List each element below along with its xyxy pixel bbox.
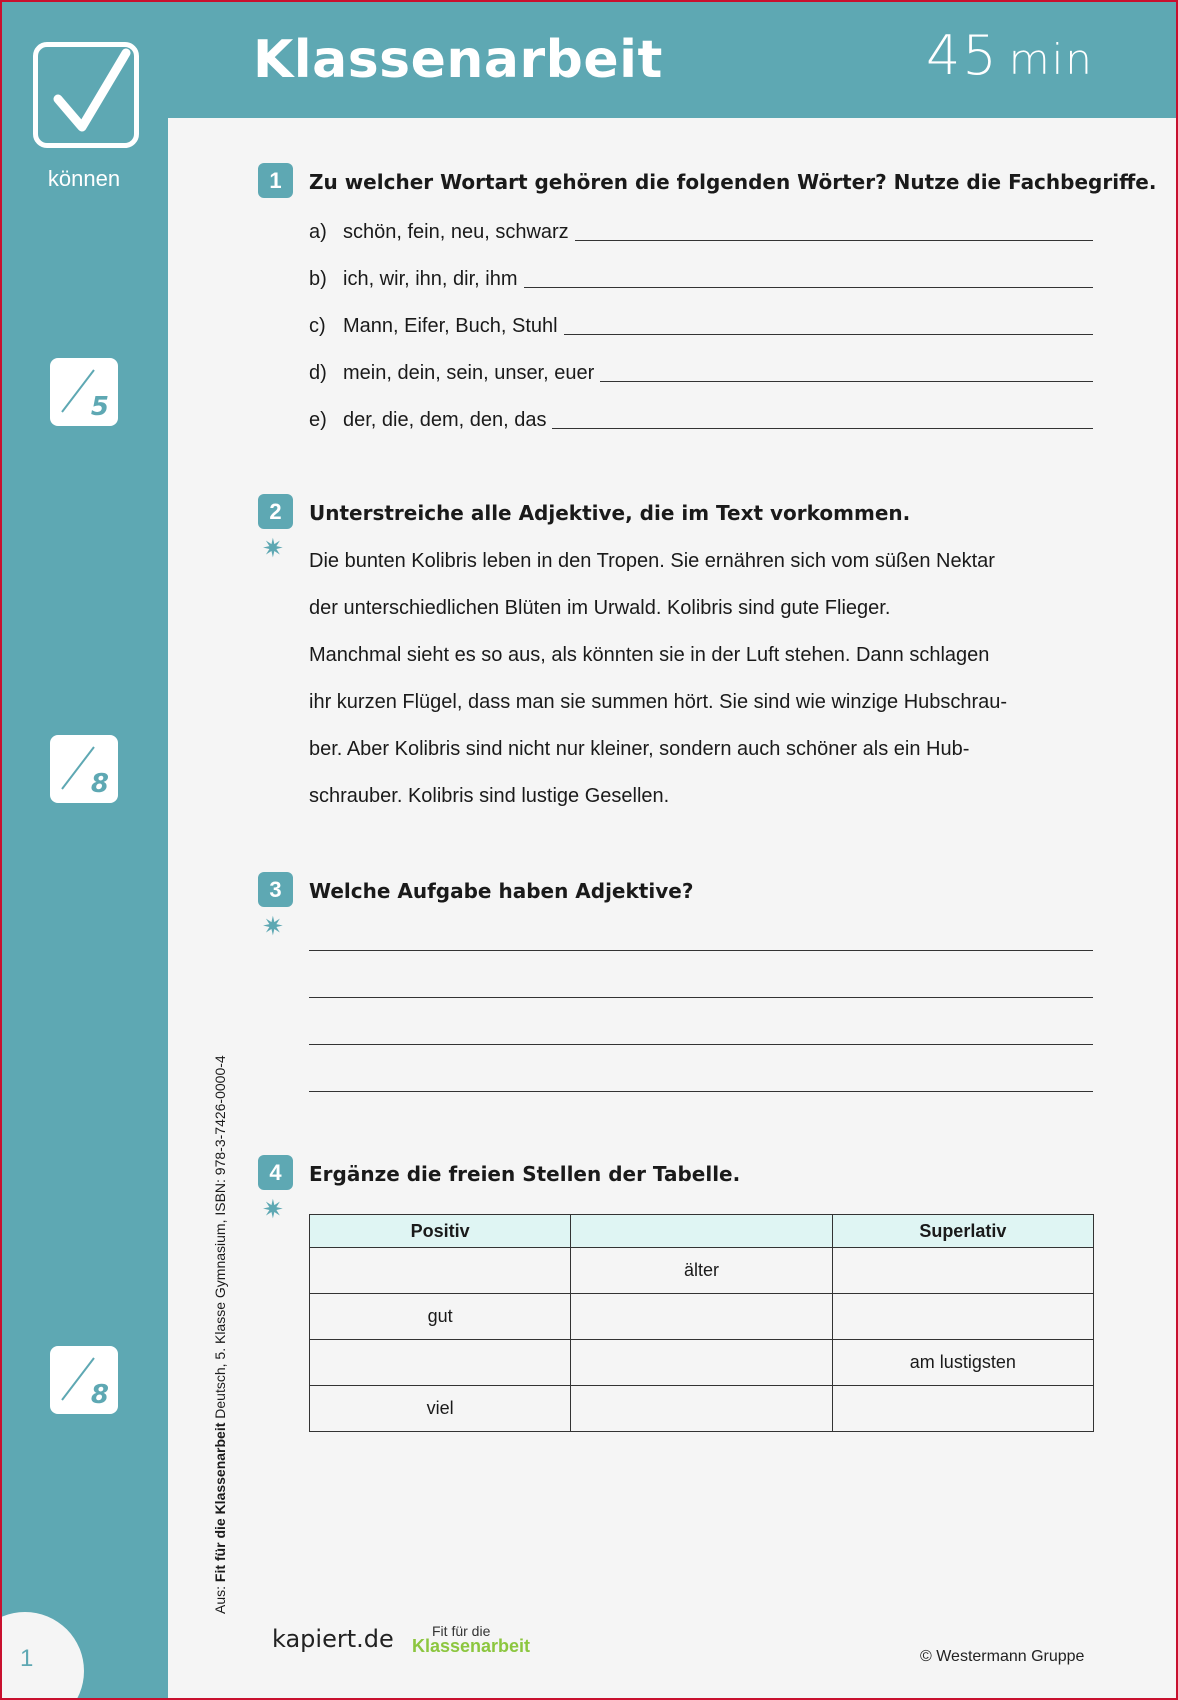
credit-book: Fit für die Klassenarbeit <box>212 1422 228 1583</box>
kapiert-logo: kapiert.de <box>272 1625 394 1653</box>
header-cell[interactable] <box>571 1215 832 1248</box>
table-row <box>310 1294 1094 1340</box>
comparison-table <box>309 1214 1094 1432</box>
text-line[interactable]: Die bunten Kolibris leben in den Tropen. Sie ernähren sich vom süßen Nektar <box>309 550 995 572</box>
item-letter: b) <box>309 268 327 290</box>
credit-details: Deutsch, 5. Klasse Gymnasium, ISBN: 978-3-7426-0000-4 <box>212 1055 228 1423</box>
answer-item <box>309 308 1093 338</box>
answer-item <box>309 402 1093 432</box>
page-title: Klassenarbeit <box>253 30 663 90</box>
answer-item <box>309 214 1093 244</box>
table-row <box>310 1386 1094 1432</box>
score-box-task2 <box>50 735 118 803</box>
item-letter: a) <box>309 221 327 243</box>
answer-line[interactable] <box>309 1044 1093 1045</box>
table-cell[interactable] <box>310 1340 571 1386</box>
table-row <box>310 1340 1094 1386</box>
header-cell: Positiv <box>310 1215 571 1248</box>
difficulty-star-icon: ✷ <box>262 534 284 564</box>
answer-line[interactable] <box>309 1091 1093 1092</box>
task-title: Welche Aufgabe haben Adjektive? <box>309 879 694 903</box>
score-points: 5 <box>90 392 109 422</box>
answer-item <box>309 261 1093 291</box>
task-number-badge: 2 <box>258 494 293 529</box>
difficulty-star-icon: ✷ <box>262 1195 284 1225</box>
page-number: 1 <box>20 1645 34 1672</box>
table-cell[interactable] <box>571 1294 832 1340</box>
item-letter: d) <box>309 362 327 384</box>
answer-line[interactable] <box>552 428 1093 429</box>
answer-item <box>309 355 1093 385</box>
fit-logo-bottom: Klassenarbeit <box>412 1636 531 1656</box>
score-box-task1 <box>50 358 118 426</box>
item-text: schön, fein, neu, schwarz <box>343 221 569 243</box>
item-text: mein, dein, sein, unser, euer <box>343 362 595 384</box>
answer-line[interactable] <box>575 240 1093 241</box>
task-title: Zu welcher Wortart gehören die folgenden Wörter? Nutze die Fachbegriffe. <box>309 170 1157 194</box>
task-title: Unterstreiche alle Adjektive, die im Text vorkommen. <box>309 501 911 525</box>
category-label: können <box>47 166 121 191</box>
difficulty-star-icon: ✷ <box>262 912 284 942</box>
table-cell[interactable] <box>310 1248 571 1294</box>
score-box-task4 <box>50 1346 118 1414</box>
answer-line[interactable] <box>309 997 1093 998</box>
table-cell: viel <box>310 1386 571 1432</box>
task-number-badge: 4 <box>258 1155 293 1190</box>
table-cell[interactable] <box>832 1386 1093 1432</box>
source-credit <box>212 1055 228 1614</box>
header-cell: Superlativ <box>832 1215 1093 1248</box>
item-text: Mann, Eifer, Buch, Stuhl <box>343 315 558 337</box>
task-number-badge: 3 <box>258 872 293 907</box>
item-letter: c) <box>309 315 326 337</box>
table-cell: am lustigsten <box>832 1340 1093 1386</box>
table-cell[interactable] <box>832 1248 1093 1294</box>
item-text: der, die, dem, den, das <box>343 409 547 431</box>
copyright: © Westermann Gruppe <box>920 1648 1085 1665</box>
text-line[interactable]: schrauber. Kolibris sind lustige Gesellen. <box>309 785 670 807</box>
checkmark-logo-icon <box>33 42 139 148</box>
answer-line[interactable] <box>600 381 1093 382</box>
table-cell[interactable] <box>571 1340 832 1386</box>
table-cell: gut <box>310 1294 571 1340</box>
text-line[interactable]: Manchmal sieht es so aus, als könnten sie in der Luft stehen. Dann schlagen <box>309 644 990 666</box>
fit-logo-top: Fit für die <box>432 1623 491 1639</box>
time-value: 45 <box>926 24 999 87</box>
time-limit <box>926 24 1094 87</box>
sidebar <box>0 0 168 1700</box>
score-points: 8 <box>90 1380 109 1410</box>
table-cell[interactable] <box>832 1294 1093 1340</box>
text-line[interactable]: ber. Aber Kolibris sind nicht nur kleiner, sondern auch schöner als ein Hub- <box>309 738 970 760</box>
answer-line[interactable] <box>309 950 1093 951</box>
table-cell[interactable] <box>571 1386 832 1432</box>
text-line[interactable]: ihr kurzen Flügel, dass man sie summen hört. Sie sind wie winzige Hubschrau- <box>309 691 1008 713</box>
credit-prefix: Aus: <box>212 1582 228 1614</box>
score-points: 8 <box>90 769 109 799</box>
item-text: ich, wir, ihn, dir, ihm <box>343 268 518 290</box>
text-line[interactable]: der unterschiedlichen Blüten im Urwald. Kolibris sind gute Flieger. <box>309 597 891 619</box>
table-cell: älter <box>571 1248 832 1294</box>
table-header-row <box>310 1215 1094 1248</box>
answer-line[interactable] <box>564 334 1093 335</box>
table-row <box>310 1248 1094 1294</box>
task-title: Ergänze die freien Stellen der Tabelle. <box>309 1162 741 1186</box>
answer-line[interactable] <box>524 287 1093 288</box>
task-text[interactable] <box>309 546 1099 828</box>
time-unit: min <box>1008 35 1094 84</box>
task-number-badge: 1 <box>258 163 293 198</box>
item-letter: e) <box>309 409 327 431</box>
